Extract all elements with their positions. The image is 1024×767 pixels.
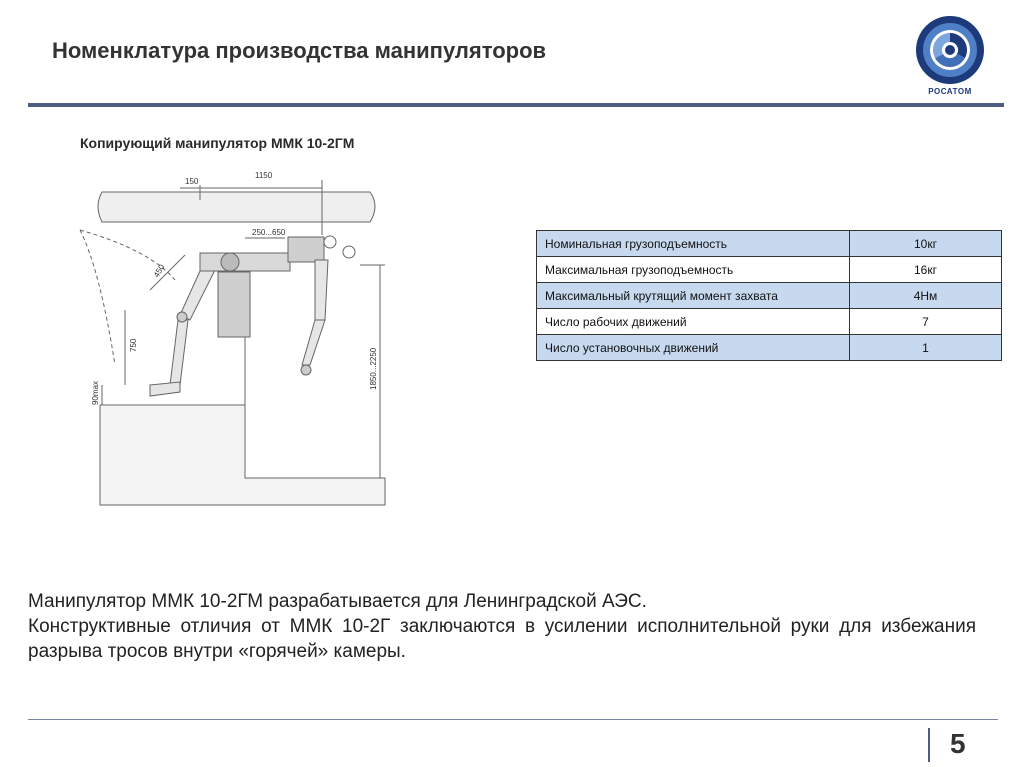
section-subtitle: Копирующий манипулятор ММК 10-2ГМ xyxy=(80,135,355,151)
specs-table xyxy=(536,230,1002,361)
description-line-2: Конструктивные отличия от ММК 10-2Г заключаются в усилении исполнительной руки для избежания разрыва тросов внутри «горячей» камеры. xyxy=(28,616,976,662)
spec-label: Максимальная грузоподъемность xyxy=(537,257,850,283)
dim-1850-2250: 1850...2250 xyxy=(369,347,378,390)
dim-450: 450 xyxy=(151,262,167,279)
spec-label: Максимальный крутящий момент захвата xyxy=(537,283,850,309)
rosatom-logo-icon xyxy=(913,13,987,87)
manipulator-drawing xyxy=(40,160,420,510)
dim-750: 750 xyxy=(129,338,138,352)
dim-150: 150 xyxy=(185,177,199,186)
header-divider xyxy=(28,103,1004,107)
page-number: 5 xyxy=(950,728,966,759)
dim-90max: 90max xyxy=(91,380,100,405)
spec-label: Номинальная грузоподъемность xyxy=(537,231,850,257)
table-row xyxy=(537,231,1002,257)
spec-value: 7 xyxy=(850,309,1002,335)
spec-value: 1 xyxy=(850,335,1002,361)
spec-value: 4Нм xyxy=(850,283,1002,309)
spec-label: Число установочных движений xyxy=(537,335,850,361)
dim-250-650: 250...650 xyxy=(252,228,286,237)
spec-value: 10кг xyxy=(850,231,1002,257)
footer-divider xyxy=(28,719,998,720)
table-row xyxy=(537,257,1002,283)
spec-value: 16кг xyxy=(850,257,1002,283)
logo-text: РОСАТОМ xyxy=(928,87,972,96)
description-line-1: Манипулятор ММК 10-2ГМ разрабатывается для Ленинградской АЭС. xyxy=(28,591,647,612)
page-number-bar xyxy=(928,728,930,762)
table-row xyxy=(537,309,1002,335)
rosatom-logo xyxy=(913,13,993,103)
dim-1150: 1150 xyxy=(255,171,273,180)
page-title: Номенклатура производства манипуляторов xyxy=(52,38,547,63)
description xyxy=(28,589,976,664)
spec-label: Число рабочих движений xyxy=(537,309,850,335)
table-row xyxy=(537,283,1002,309)
table-row xyxy=(537,335,1002,361)
